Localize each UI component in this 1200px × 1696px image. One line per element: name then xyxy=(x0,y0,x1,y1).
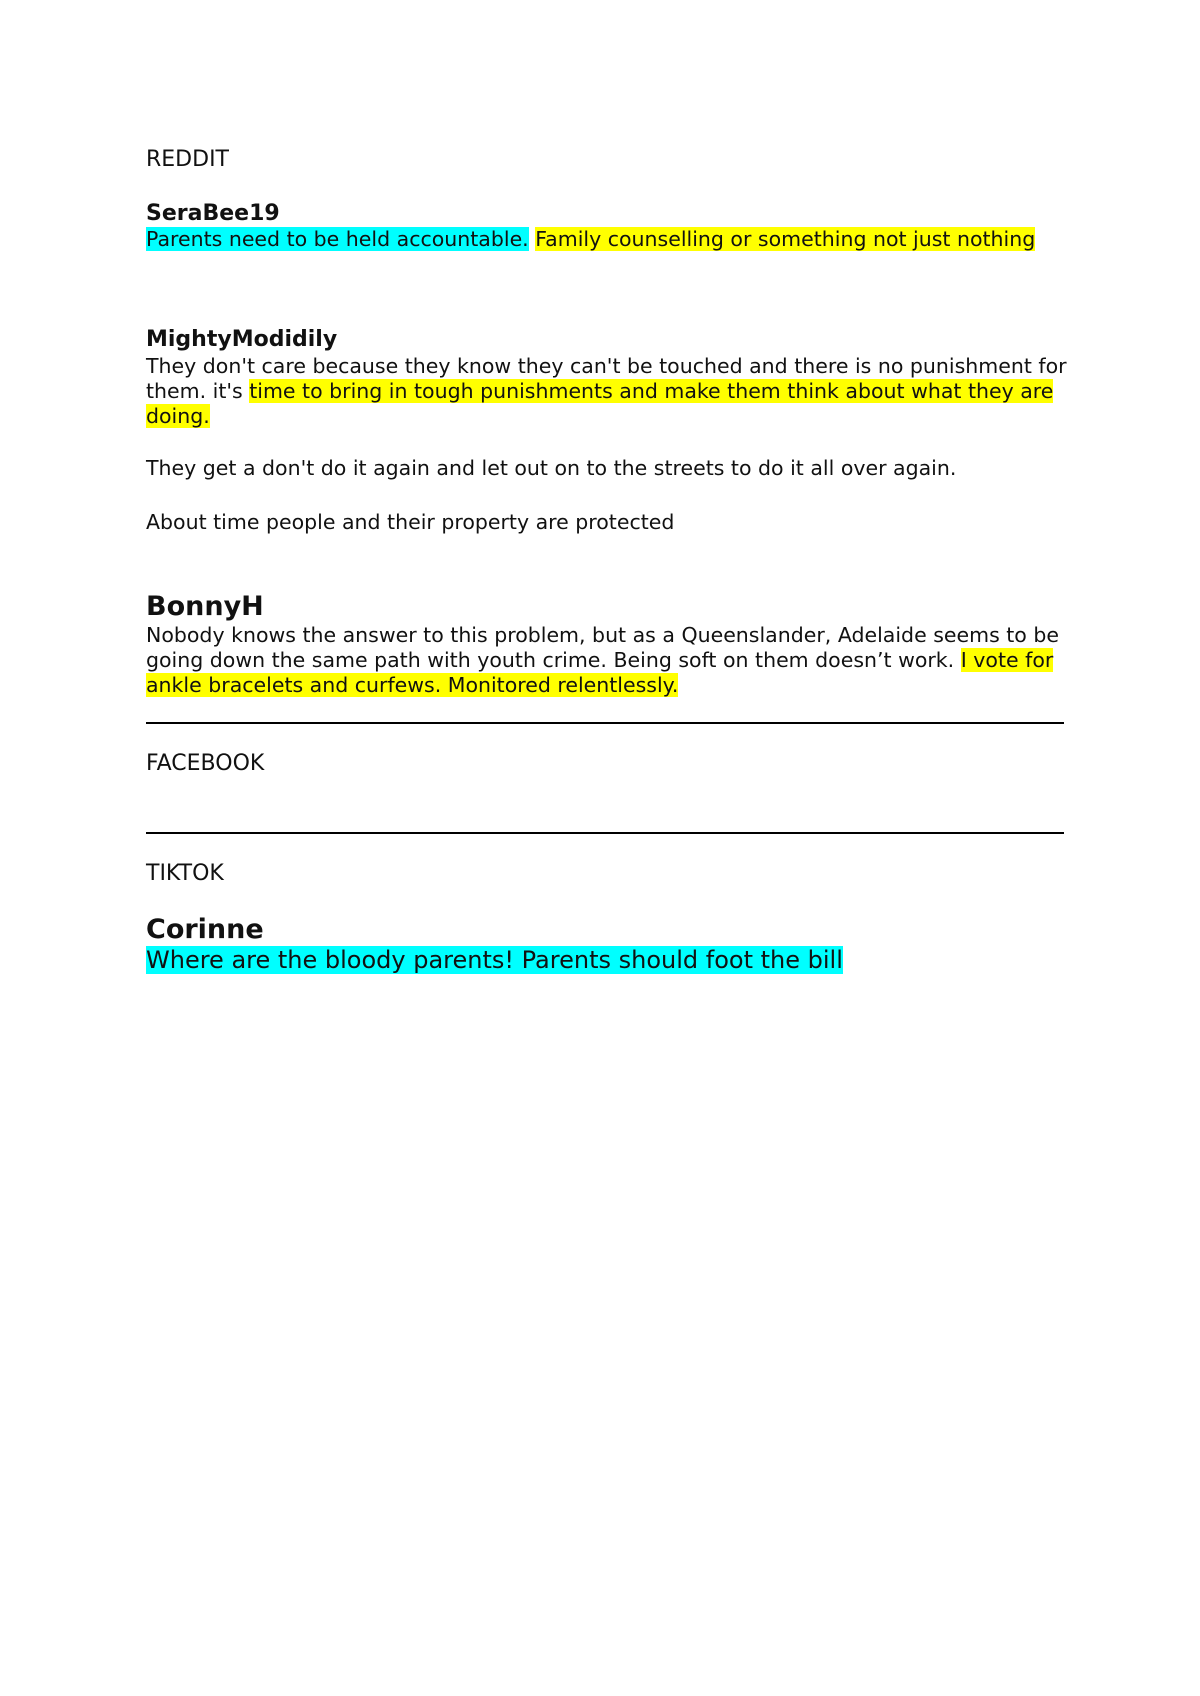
highlight-cyan: Parents need to be held accountable. xyxy=(146,227,529,251)
section-heading-reddit: REDDIT xyxy=(146,147,229,172)
comment-paragraph-3: About time people and their property are protected xyxy=(146,510,675,534)
comment-body-serabee19 xyxy=(146,227,1076,252)
section-heading-facebook: FACEBOOK xyxy=(146,751,265,776)
highlight-cyan: Where are the bloody parents! Parents should foot the bill xyxy=(146,946,843,974)
comment-author-bonnyh: BonnyH xyxy=(146,591,264,622)
section-heading-tiktok: TIKTOK xyxy=(146,861,224,886)
comment-author-corinne: Corinne xyxy=(146,914,264,945)
comment-body-mightymodidily xyxy=(146,354,1076,429)
section-divider xyxy=(146,832,1064,834)
highlight-yellow: I vote for ankle bracelets and curfews. Monitored relentlessly. xyxy=(146,648,1054,697)
comment-author-mightymodidily: MightyModidily xyxy=(146,327,338,352)
section-divider xyxy=(146,722,1064,724)
comment-author-serabee19: SeraBee19 xyxy=(146,201,280,226)
comment-paragraph-2: They get a don't do it again and let out on to the streets to do it all over again. xyxy=(146,456,957,480)
highlight-yellow: Family counselling or something not just nothing xyxy=(535,227,1036,251)
highlight-yellow: time to bring in tough punishments and make them think about what they are doing. xyxy=(146,379,1054,428)
comment-body-bonnyh xyxy=(146,623,1076,698)
comment-body-corinne xyxy=(146,945,1076,975)
comment-text: Nobody knows the answer to this problem, but as a Queenslander, Adelaide seems to be going down the same path with youth crime. Being soft on them doesn’t work. xyxy=(146,623,1059,672)
comment-text: They don't care because they know they can't be touched and there is no punishment for them. it's xyxy=(146,354,1067,403)
